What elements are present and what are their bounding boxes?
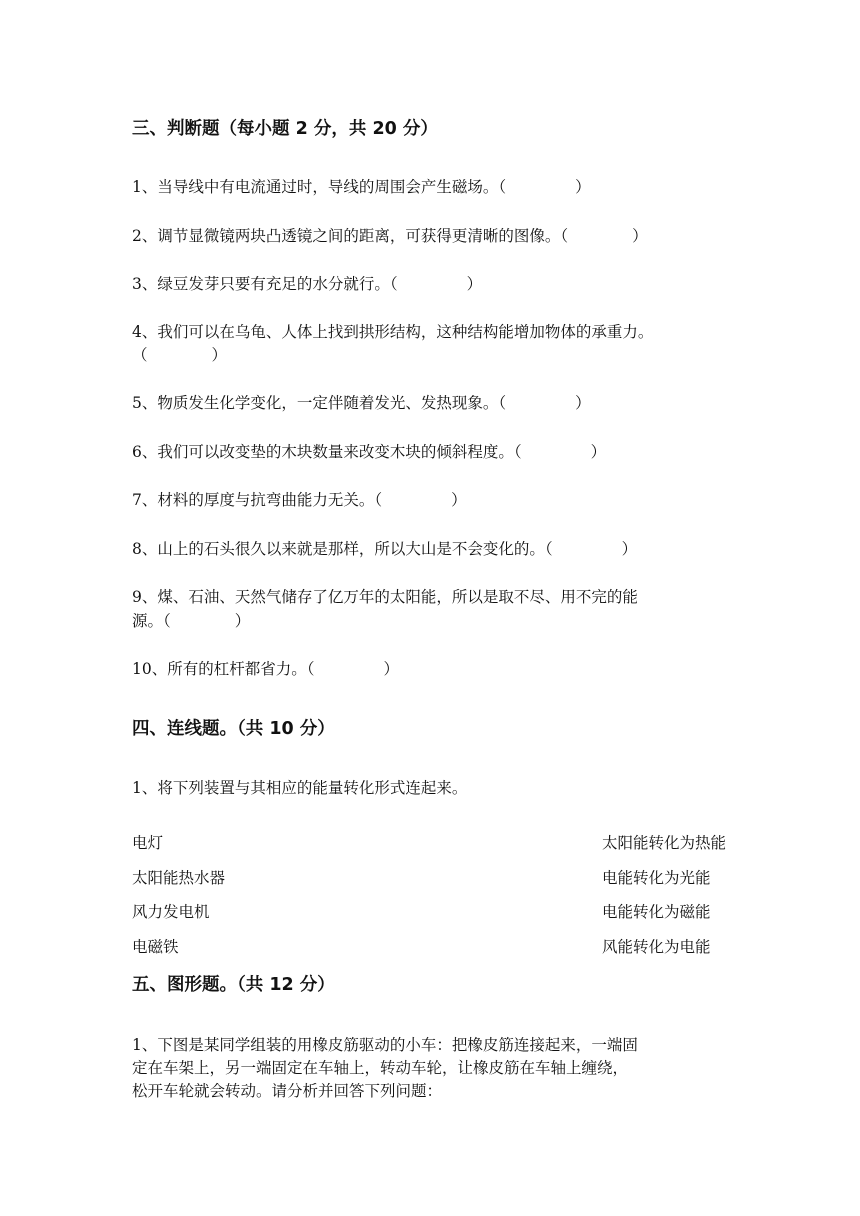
device-item: 太阳能热水器 (132, 869, 226, 887)
matching-instruction: 1、将下列装置与其相应的能量转化形式连起来。 (132, 779, 468, 797)
device-item: 风力发电机 (132, 903, 210, 921)
question-7: 7、材料的厚度与抗弯曲能力无关。（ ） (132, 491, 467, 509)
section-3-title: 三、判断题（每小题 2 分，共 20 分） (132, 119, 438, 139)
question-5: 5、物质发生化学变化，一定伴随着发光、发热现象。（ ） (132, 394, 591, 412)
device-item: 电磁铁 (132, 938, 179, 956)
question-8: 8、山上的石头很久以来就是那样，所以大山是不会变化的。（ ） (132, 540, 638, 558)
question-6: 6、我们可以改变垫的木块数量来改变木块的倾斜程度。（ ） (132, 443, 607, 461)
problem-text-line: 松开车轮就会转动。请分析并回答下列问题： (132, 1082, 443, 1100)
problem-text-line: 1、下图是某同学组装的用橡皮筋驱动的小车：把橡皮筋连接起来，一端固 (132, 1036, 638, 1054)
question-4: 4、我们可以在乌龟、人体上找到拱形结构，这种结构能增加物体的承重力。 (132, 323, 654, 341)
energy-conversion-item: 太阳能转化为热能 (602, 834, 727, 852)
question-9: 9、煤、石油、天然气储存了亿万年的太阳能，所以是取不尽、用不完的能 (132, 588, 638, 606)
question-2: 2、调节显微镜两块凸透镜之间的距离，可获得更清晰的图像。（ ） (132, 227, 648, 245)
energy-conversion-item: 电能转化为光能 (602, 869, 711, 887)
question-1: 1、当导线中有电流通过时，导线的周围会产生磁场。（ ） (132, 178, 591, 196)
energy-conversion-item: 电能转化为磁能 (602, 903, 711, 921)
question-10: 10、所有的杠杆都省力。（ ） (132, 660, 399, 678)
question-4-answer-blank: （ ） (132, 346, 228, 364)
device-item: 电灯 (132, 834, 164, 852)
problem-text-line: 定在车架上，另一端固定在车轴上，转动车轮，让橡皮筋在车轴上缠绕， (132, 1059, 629, 1077)
question-9-continuation: 源。（ ） (132, 612, 251, 630)
question-3: 3、绿豆发芽只要有充足的水分就行。（ ） (132, 275, 483, 293)
energy-conversion-item: 风能转化为电能 (602, 938, 711, 956)
section-5-title: 五、图形题。（共 12 分） (132, 975, 335, 995)
section-4-title: 四、连线题。（共 10 分） (132, 719, 335, 739)
